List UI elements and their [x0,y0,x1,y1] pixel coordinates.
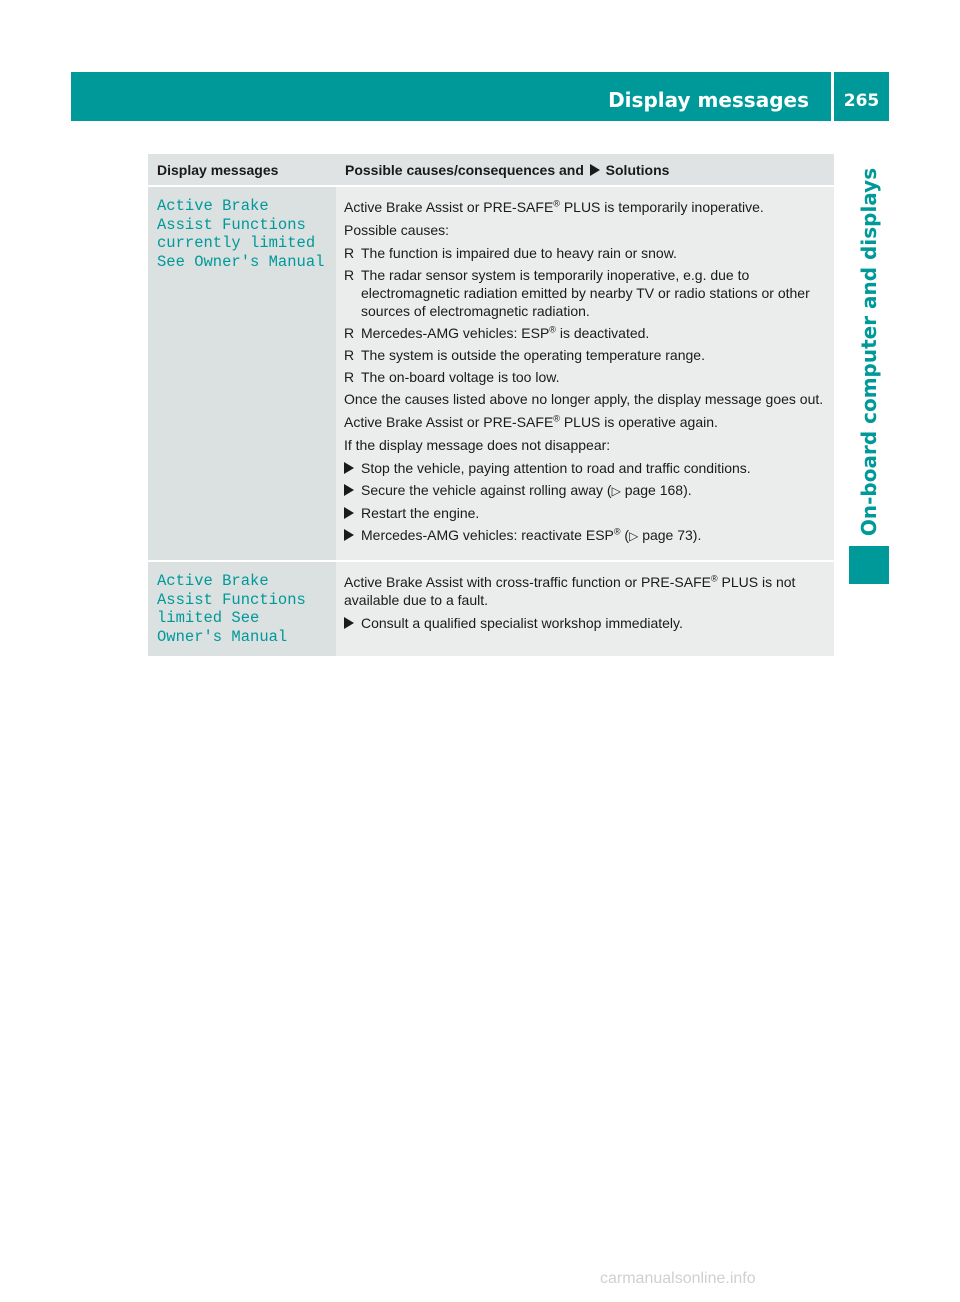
bullet-text: The on-board voltage is too low. [361,369,560,385]
table-row [148,561,834,657]
list-item [344,346,827,364]
list-item [344,324,827,342]
intro-text-end: PLUS is temporarily inoperative. [559,199,764,215]
intro-paragraph [344,198,827,216]
column-header-solutions-label: Solutions [605,162,670,178]
table-header-row [148,154,834,186]
bullet-icon: R [344,347,355,363]
page-ref-icon: ▷ [611,484,621,498]
arrow-right-icon [344,507,354,519]
bullet-icon: R [344,369,355,385]
registered-mark: ® [549,324,556,335]
intro-text: Active Brake Assist with cross-traffic function or PRE-SAFE [344,574,711,590]
page-ref-icon: ▷ [629,529,639,543]
list-item [344,614,827,632]
once-paragraph: Once the causes listed above no longer apply, the display message goes out. [344,391,824,407]
page-ref-link[interactable]: page 73). [638,527,702,543]
list-item [344,368,827,386]
column-header-causes-label: Possible causes/consequences and [345,162,584,178]
step-text: Stop the vehicle, paying attention to road and traffic conditions. [361,460,751,476]
page-title: Display messages [608,88,809,112]
solution-cell [336,561,834,657]
step-text: Consult a qualified specialist workshop immediately. [361,615,683,631]
page-number: 265 [843,91,880,111]
solution-cell [336,186,834,561]
list-item [344,526,827,545]
bullet-icon: R [344,245,355,261]
registered-mark: ® [710,573,718,584]
list-item [344,504,827,522]
bullet-icon: R [344,325,355,341]
operative-text-end: PLUS is operative again. [559,414,718,430]
registered-mark: ® [553,413,560,424]
operative-text: Active Brake Assist or PRE-SAFE [344,414,554,430]
side-tab-label: On-board computer and displays [857,167,881,537]
if-not-paragraph: If the display message does not disappear: [344,437,611,453]
step-text: Mercedes-AMG vehicles: reactivate ESP [361,527,614,543]
arrow-right-icon [344,484,354,496]
list-item [344,266,827,320]
page-ref-link[interactable]: page 168). [620,482,692,498]
table-row [148,186,834,561]
arrow-right-icon [590,164,600,176]
message-cell [148,186,336,561]
step-text: Secure the vehicle against rolling away ( [361,482,612,498]
list-item [344,481,827,500]
list-item [344,459,827,477]
column-header-solutions [336,154,834,186]
bullet-text: The function is impaired due to heavy rain or snow. [361,245,677,261]
bullet-icon: R [344,267,355,283]
message-cell [148,561,336,657]
display-message-text: Active Brake Assist Functions limited See Owner's Manual [157,572,306,646]
intro-text: Active Brake Assist or PRE-SAFE [344,199,554,215]
column-header-messages: Display messages [148,154,336,186]
intro-text-end: PLUS is not available due to a fault. [344,574,796,608]
possible-causes-label: Possible causes: [344,222,450,238]
list-item [344,244,827,262]
intro-paragraph [344,573,827,609]
registered-mark: ® [613,526,621,537]
display-message-text: Active Brake Assist Functions currently limited See Owner's Manual [157,197,325,271]
step-text-paren: ( [620,527,630,543]
arrow-right-icon [344,617,354,629]
side-tab-marker [849,546,889,584]
watermark: carmanualsonline.info [600,1270,756,1287]
bullet-text-end: is deactivated. [555,325,650,341]
registered-mark: ® [553,198,560,209]
bullet-text: Mercedes-AMG vehicles: ESP [361,325,550,341]
display-messages-table [148,154,834,658]
step-text: Restart the engine. [361,505,480,521]
operative-paragraph [344,413,827,431]
bullet-text: The system is outside the operating temperature range. [361,347,705,363]
arrow-right-icon [344,529,354,541]
arrow-right-icon [344,462,354,474]
bullet-text: The radar sensor system is temporarily inoperative, e.g. due to electromagnetic radiation emitted by nearby TV or radio stations or other sources of electromagnetic radiation. [361,267,810,319]
